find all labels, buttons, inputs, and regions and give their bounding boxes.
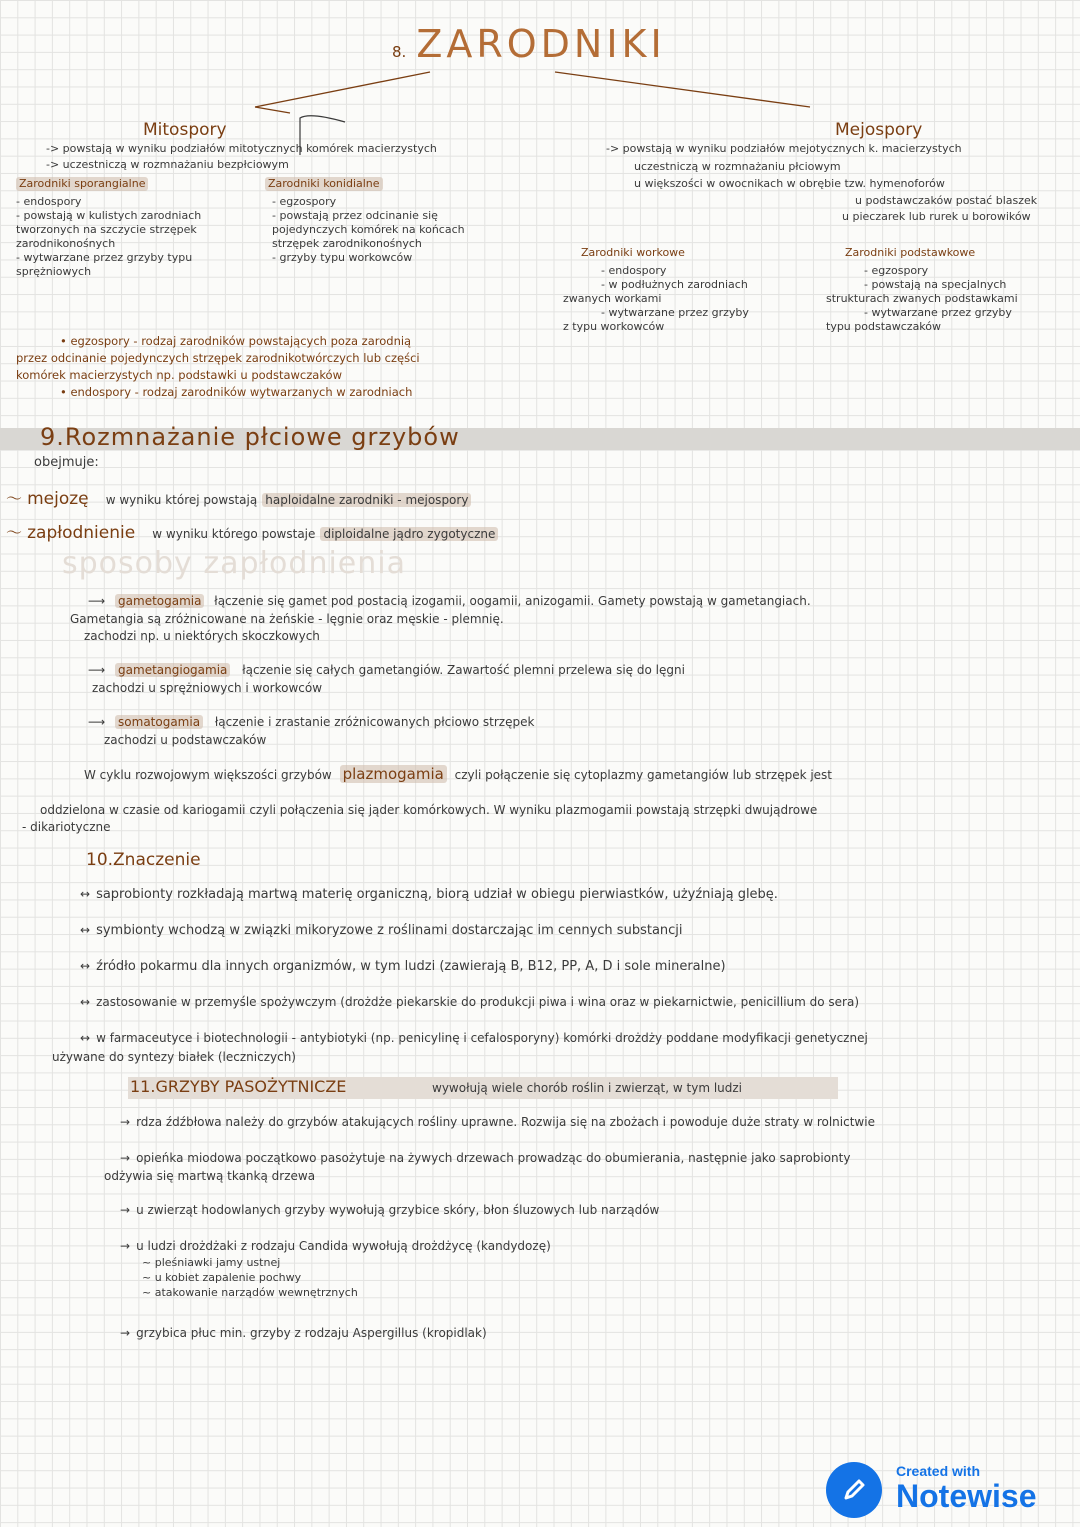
sublist-item: ~ u kobiet zapalenie pochwy — [142, 1271, 302, 1284]
plazmogamia-term: plazmogamia — [340, 765, 447, 783]
workowe-line: z typu workowców — [563, 320, 665, 333]
somatogamia-term: somatogamia — [115, 715, 203, 729]
gametogamia-line-3: zachodzi np. u niektórych skoczkowych — [84, 629, 320, 643]
gametangiogamia-term: gametangiogamia — [115, 663, 230, 677]
mejospory-intro-1: -> powstają w wyniku podziałów mejotycznych k. macierzystych — [606, 142, 962, 155]
somatogamia-line-2: zachodzi u podstawczaków — [104, 733, 267, 747]
gametogamia-term: gametogamia — [115, 594, 204, 608]
podstawkowe-line: - powstają na specjalnych — [864, 278, 1007, 291]
sporangialne-line: - endospory — [16, 195, 82, 208]
section9-subheading: obejmuje: — [34, 455, 99, 470]
mitospory-intro-1: -> powstają w wyniku podziałów mitotycznych komórek macierzystych — [46, 142, 437, 155]
konidialne-heading: Zarodniki konidialne — [265, 177, 383, 191]
double-arrow-icon: ↔ — [80, 995, 91, 1009]
gametangiogamia-row — [88, 663, 685, 677]
mejospory-intro-2: uczestniczą w rozmnażaniu płciowym — [634, 160, 841, 173]
sporangialne-line: tworzonych na szczycie strzępek — [16, 223, 197, 236]
konidialne-line: strzępek zarodnikonośnych — [272, 237, 422, 250]
meioza-highlight: haploidalne zarodniki - mejospory — [262, 493, 471, 507]
wave-icon: 〜 — [6, 489, 23, 508]
zaplodnienie-term: zapłodnienie — [27, 523, 136, 543]
gametangiogamia-line-2: zachodzi u sprężniowych i workowców — [92, 681, 323, 695]
list-item: → u zwierząt hodowlanych grzyby wywołują grzybice skóry, błon śluzowych lub narządów — [120, 1203, 660, 1217]
workowe-line: - endospory — [601, 264, 667, 277]
sposoby-heading: sposoby zapłodnienia — [62, 546, 406, 581]
sporangialne-line: - wytwarzane przez grzyby typu — [16, 251, 193, 264]
section11-intro: wywołują wiele chorób roślin i zwierząt, w tym ludzi — [432, 1081, 743, 1095]
pencil-icon — [839, 1475, 869, 1505]
list-item: → opieńka miodowa początkowo pasożytuje na żywych drzewach prowadząc do obumierania, następnie jako saprobionty — [120, 1151, 851, 1165]
konidialne-line: - grzyby typu workowców — [272, 251, 413, 264]
gametangiogamia-text: łączenie się całych gametangiów. Zawartość plemni przelewa się do lęgni — [242, 663, 685, 677]
konidialne-line: - egzospory — [272, 195, 337, 208]
notewise-brand: Notewise — [896, 1478, 1037, 1514]
gametogamia-row — [88, 594, 811, 608]
sublist-item: ~ atakowanie narządów wewnętrznych — [142, 1286, 358, 1299]
cycle-line-2: oddzielona w czasie od kariogamii czyli połączenia się jąder komórkowych. W wyniku plazmogamii powstają strzępki dwujądrowe — [40, 803, 818, 817]
double-arrow-icon: ↔ — [80, 1031, 91, 1045]
sublist-item: ~ pleśniawki jamy ustnej — [142, 1256, 281, 1269]
arrow-right-icon: → — [120, 1115, 131, 1129]
arrow-right-icon: ⟶ — [88, 715, 106, 729]
list-item: ↔ źródło pokarmu dla innych organizmów, w tym ludzi (zawierają B, B12, PP, A, D i sole mineralne) — [80, 959, 726, 974]
list-item: ↔ zastosowanie w przemyśle spożywczym (drożdże piekarskie do produkcji piwa i wina oraz w piekarnictwie, penicillium do sera) — [80, 995, 860, 1009]
sporangialne-heading: Zarodniki sporangialne — [16, 177, 148, 191]
meioza-text: w wyniku której powstają — [105, 493, 258, 507]
konidialne-list — [272, 195, 465, 265]
mejospory-intro-5: u pieczarek lub rurek u borowików — [842, 210, 1031, 223]
definition-egzospory-cont: przez odcinanie pojedynczych strzępek zarodnikotwórczych lub części — [16, 351, 420, 365]
zaplodnienie-text: w wyniku którego powstaje — [152, 527, 316, 541]
arrow-right-icon: → — [120, 1239, 131, 1253]
section11-list — [120, 1115, 875, 1169]
aspergillus-row: → grzybica płuc min. grzyby z rodzaju Aspergillus (kropidlak) — [120, 1326, 487, 1340]
workowe-line: - w podłużnych zarodniach — [601, 278, 748, 291]
podstawkowe-line: - wytwarzane przez grzyby — [864, 306, 1012, 319]
podstawkowe-line: typu podstawczaków — [826, 320, 942, 333]
definition-egzospory-cont: komórek macierzystych np. podstawki u podstawczaków — [16, 368, 343, 382]
podstawkowe-heading: Zarodniki podstawkowe — [845, 246, 976, 259]
notewise-created-with: Created with — [896, 1463, 981, 1479]
section11-list-2 — [120, 1203, 659, 1257]
mejospory-intro-3: u większości w owocnikach w obrębie tzw. hymenoforów — [634, 177, 945, 190]
double-arrow-icon: ↔ — [80, 923, 91, 937]
workowe-heading: Zarodniki workowe — [581, 246, 685, 259]
podstawkowe-list — [826, 264, 1018, 334]
mitospory-intro-2: -> uczestniczą w rozmnażaniu bezpłciowym — [46, 158, 289, 171]
definition-egzospory: • egzospory - rodzaj zarodników powstających poza zarodnią — [60, 334, 412, 348]
gametogamia-text: łączenie się gamet pod postacią izogamii, oogamii, anizogamii. Gamety powstają w gametangiach. — [214, 594, 811, 608]
podstawkowe-line: strukturach zwanych podstawkami — [826, 292, 1018, 305]
arrow-right-icon: → — [120, 1326, 131, 1340]
zaplodnienie-highlight: diploidalne jądro zygotyczne — [320, 527, 498, 541]
section11-item-cont: odżywia się martwą tkanką drzewa — [104, 1169, 316, 1183]
cycle-row — [84, 767, 832, 782]
arrow-right-icon: ⟶ — [88, 594, 106, 608]
workowe-line: - wytwarzane przez grzyby — [601, 306, 749, 319]
arrow-right-icon: → — [120, 1151, 131, 1165]
meioza-term: mejozę — [27, 489, 89, 509]
list-item: ↔ w farmaceutyce i biotechnologii - antybiotyki (np. penicylinę i cefalosporyny) komórki drożdży poddane modyfikacji genetycznej — [80, 1031, 868, 1045]
double-arrow-icon: ↔ — [80, 959, 91, 973]
section10-heading: 10.Znaczenie — [86, 850, 201, 870]
section10-item-cont: używane do syntezy białek (leczniczych) — [52, 1050, 296, 1064]
mitospory-heading: Mitospory — [143, 120, 227, 140]
workowe-list — [563, 264, 749, 334]
sporangialne-line: sprężniowych — [16, 265, 92, 278]
konidialne-line: - powstają przez odcinanie się — [272, 209, 438, 222]
sporangialne-line: zarodnikonośnych — [16, 237, 116, 250]
cycle-text-2: czyli połączenie się cytoplazmy gametangiów lub strzępek jest — [454, 768, 833, 782]
sporangialne-list — [16, 195, 201, 279]
title-number: 8. — [392, 43, 407, 61]
mejospory-intro-4: u podstawczaków postać blaszek — [855, 194, 1038, 207]
gametogamia-line-2: Gametangia są zróżnicowane na żeńskie - lęgnie oraz męskie - plemnię. — [70, 612, 504, 626]
section11-heading: 11.GRZYBY PASOŻYTNICZE — [130, 1077, 347, 1096]
cycle-line-3: - dikariotyczne — [22, 820, 111, 834]
somatogamia-text: łączenie i zrastanie zróżnicowanych płciowo strzępek — [214, 715, 535, 729]
konidialne-line: pojedynczych komórek na końcach — [272, 223, 465, 236]
list-item: → rdza źdźbłowa należy do grzybów atakujących rośliny uprawne. Rozwija się na zbożach i powoduje duże straty w rolnictwie — [120, 1115, 875, 1129]
sporangialne-line: - powstają w kulistych zarodniach — [16, 209, 202, 222]
zaplodnienie-row — [6, 520, 498, 543]
notewise-logo — [826, 1462, 882, 1518]
podstawkowe-line: - egzospory — [864, 264, 929, 277]
somatogamia-row — [88, 715, 534, 729]
definition-endospory: • endospory - rodzaj zarodników wytwarzanych w zarodniach — [60, 385, 413, 399]
wave-icon: 〜 — [6, 523, 23, 542]
arrow-right-icon: → — [120, 1203, 131, 1217]
section10-list — [80, 887, 868, 1049]
section9-heading: 9.Rozmnażanie płciowe grzybów — [40, 423, 460, 451]
list-item: ↔ saprobionty rozkładają martwą materię organiczną, biorą udział w obiegu pierwiastków, użyźniają glebę. — [80, 887, 778, 902]
arrow-right-icon: ⟶ — [88, 663, 106, 677]
candida-sublist — [142, 1256, 358, 1301]
cycle-text-1: W cyklu rozwojowym większości grzybów — [84, 768, 332, 782]
mejospory-heading: Mejospory — [835, 120, 923, 140]
meioza-row — [6, 486, 471, 509]
list-item: ↔ symbionty wchodzą w związki mikoryzowe z roślinami dostarczając im cennych substancji — [80, 923, 683, 938]
title-text: ZARODNIKI — [416, 22, 666, 66]
double-arrow-icon: ↔ — [80, 887, 91, 901]
workowe-line: zwanych workami — [563, 292, 662, 305]
list-item: → u ludzi drożdżaki z rodzaju Candida wywołują drożdżycę (kandydozę) — [120, 1239, 551, 1253]
